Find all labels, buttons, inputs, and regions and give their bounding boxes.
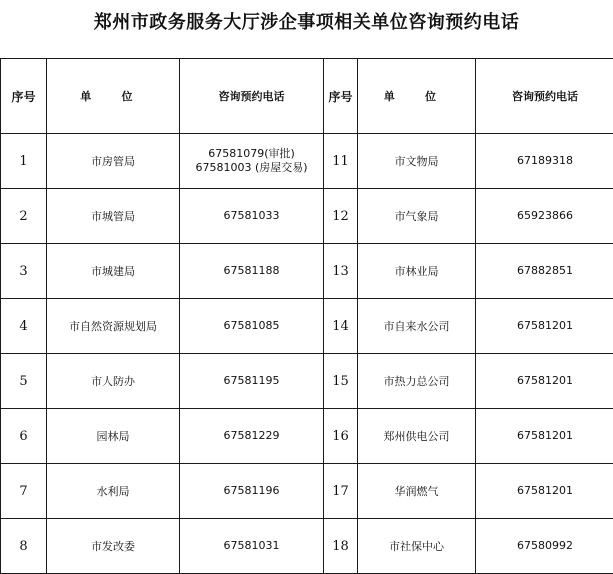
row-number-right: 17	[324, 464, 358, 519]
header-row	[1, 59, 613, 134]
document-title: 郑州市政务服务大厅涉企事项相关单位咨询预约电话	[0, 10, 613, 36]
contact-table	[0, 58, 613, 574]
header-unit-left-label: 单 位	[80, 90, 145, 103]
phone-number: 67581033	[182, 209, 321, 223]
phone-number: 67581201	[478, 484, 612, 498]
phone-number: 67581201	[478, 429, 612, 443]
unit-name-left: 市发改委	[47, 519, 180, 574]
row-number-right: 13	[324, 244, 358, 299]
phone-number: 67581003 (房屋交易)	[182, 161, 321, 175]
row-number-right: 16	[324, 409, 358, 464]
header-phone-left: 咨询预约电话	[180, 59, 324, 134]
header-phone-right: 咨询预约电话	[476, 59, 613, 134]
phone-number: 67882851	[478, 264, 612, 278]
row-number-right: 11	[324, 134, 358, 189]
phone-number: 67581196	[182, 484, 321, 498]
table-body	[1, 134, 613, 574]
phone-number: 67581188	[182, 264, 321, 278]
row-number-right: 15	[324, 354, 358, 409]
phone-number: 67581031	[182, 539, 321, 553]
unit-name-right: 市气象局	[358, 189, 476, 244]
phone-number: 67581201	[478, 374, 612, 388]
phone-number: 67581229	[182, 429, 321, 443]
unit-name-right: 华润燃气	[358, 464, 476, 519]
phone-number: 65923866	[478, 209, 612, 223]
unit-name-left: 市自然资源规划局	[47, 299, 180, 354]
unit-name-right: 郑州供电公司	[358, 409, 476, 464]
row-number-left: 3	[1, 244, 47, 299]
phone-number: 67581195	[182, 374, 321, 388]
unit-name-right: 市林业局	[358, 244, 476, 299]
row-number-left: 2	[1, 189, 47, 244]
unit-name-right: 市自来水公司	[358, 299, 476, 354]
phone-cell-left	[180, 189, 324, 244]
phone-number: 67581201	[478, 319, 612, 333]
phone-cell-left	[180, 354, 324, 409]
phone-cell-right	[476, 519, 613, 574]
phone-cell-right	[476, 244, 613, 299]
table-row	[1, 299, 613, 354]
phone-cell-right	[476, 299, 613, 354]
row-number-left: 6	[1, 409, 47, 464]
phone-cell-left	[180, 244, 324, 299]
row-number-right: 18	[324, 519, 358, 574]
header-unit-right	[358, 59, 476, 134]
phone-cell-left	[180, 519, 324, 574]
table-row	[1, 409, 613, 464]
unit-name-left: 市城建局	[47, 244, 180, 299]
row-number-left: 8	[1, 519, 47, 574]
row-number-left: 4	[1, 299, 47, 354]
unit-name-right: 市热力总公司	[358, 354, 476, 409]
table-row	[1, 354, 613, 409]
unit-name-right: 市社保中心	[358, 519, 476, 574]
phone-cell-right	[476, 134, 613, 189]
phone-cell-left	[180, 134, 324, 189]
row-number-left: 1	[1, 134, 47, 189]
unit-name-left: 市城管局	[47, 189, 180, 244]
header-unit-right-label: 单 位	[384, 90, 449, 103]
phone-cell-left	[180, 409, 324, 464]
phone-cell-left	[180, 299, 324, 354]
unit-name-left: 水利局	[47, 464, 180, 519]
row-number-right: 14	[324, 299, 358, 354]
table-row	[1, 134, 613, 189]
header-seq-right: 序号	[324, 59, 358, 134]
phone-number: 67581079(审批)	[182, 147, 321, 161]
row-number-left: 7	[1, 464, 47, 519]
table-row	[1, 464, 613, 519]
phone-number: 67580992	[478, 539, 612, 553]
header-unit-left	[47, 59, 180, 134]
table-row	[1, 189, 613, 244]
row-number-right: 12	[324, 189, 358, 244]
phone-cell-left	[180, 464, 324, 519]
phone-cell-right	[476, 409, 613, 464]
unit-name-left: 市人防办	[47, 354, 180, 409]
phone-number: 67581085	[182, 319, 321, 333]
phone-cell-right	[476, 354, 613, 409]
unit-name-right: 市文物局	[358, 134, 476, 189]
phone-cell-right	[476, 464, 613, 519]
table-row	[1, 244, 613, 299]
phone-number: 67189318	[478, 154, 612, 168]
row-number-left: 5	[1, 354, 47, 409]
header-seq-left: 序号	[1, 59, 47, 134]
table-row	[1, 519, 613, 574]
phone-cell-right	[476, 189, 613, 244]
unit-name-left: 园林局	[47, 409, 180, 464]
unit-name-left: 市房管局	[47, 134, 180, 189]
